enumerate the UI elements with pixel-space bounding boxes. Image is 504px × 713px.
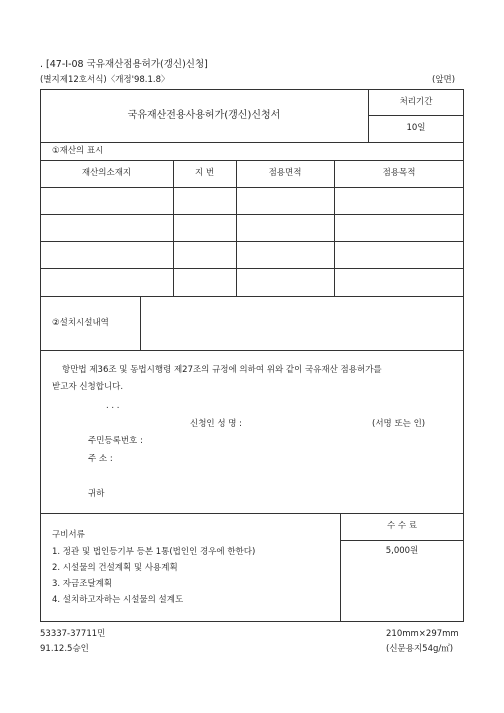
table-row: [40, 242, 464, 268]
processing-period-label: 처리기간: [399, 97, 433, 107]
column-header-lot-number: 지 번: [194, 168, 215, 178]
property-section-label: ①재산의 표시: [52, 146, 104, 156]
fee-value: 5,000원: [385, 546, 419, 556]
table-row: [40, 215, 464, 241]
page-side-label: (앞면): [432, 75, 456, 85]
approval-date: 91.12.5승인: [40, 644, 89, 654]
resident-number-label: 주민등록번호 :: [88, 436, 143, 446]
column-header-purpose: 점용목적: [382, 168, 416, 178]
statement-line-1: 항만법 제36조 및 동법시행령 제27조의 규정에 의하여 위와 같이 국유재산 점용허가를: [62, 365, 382, 375]
form-title: 국유재산전용사용허가(갱신)신청서: [127, 110, 281, 121]
table-row: [40, 188, 464, 214]
list-item: 2. 시설물의 건설계획 및 사용계획: [52, 563, 178, 573]
applicant-name-label: 신청인 성 명 :: [190, 419, 243, 429]
processing-period-value: 10일: [406, 123, 426, 133]
column-header-area: 점용면적: [268, 168, 302, 178]
paper-type: (신문용지54g/㎡): [386, 644, 454, 654]
list-item: 3. 자금조달계획: [52, 579, 113, 589]
document-code: . [47-I-08 국유재산점용허가(갱신)신청]: [40, 59, 208, 70]
form-code: 53337-37711민: [40, 629, 106, 639]
statement-line-2: 받고자 신청합니다.: [52, 382, 124, 392]
address-label: 주 소 :: [88, 454, 113, 464]
paper-size: 210mm×297mm: [386, 629, 459, 639]
table-row: [40, 269, 464, 296]
fee-label: 수 수 료: [386, 521, 418, 531]
recipient-label: 귀하: [88, 489, 105, 499]
form-reference: (별지제12호서식)〈개정'98.1.8〉: [40, 75, 170, 85]
facility-label: ②설치시설내역: [52, 318, 109, 328]
column-header-location: 재산의소재지: [81, 168, 132, 178]
list-item: 4. 설치하고자하는 시설물의 설계도: [52, 595, 184, 605]
application-date: . . .: [106, 401, 120, 411]
signature-note: (서명 또는 인): [372, 419, 426, 429]
required-documents-heading: 구비서류: [52, 530, 85, 540]
list-item: 1. 정관 및 법인등기부 등본 1통(법인인 경우에 한한다): [52, 547, 256, 557]
